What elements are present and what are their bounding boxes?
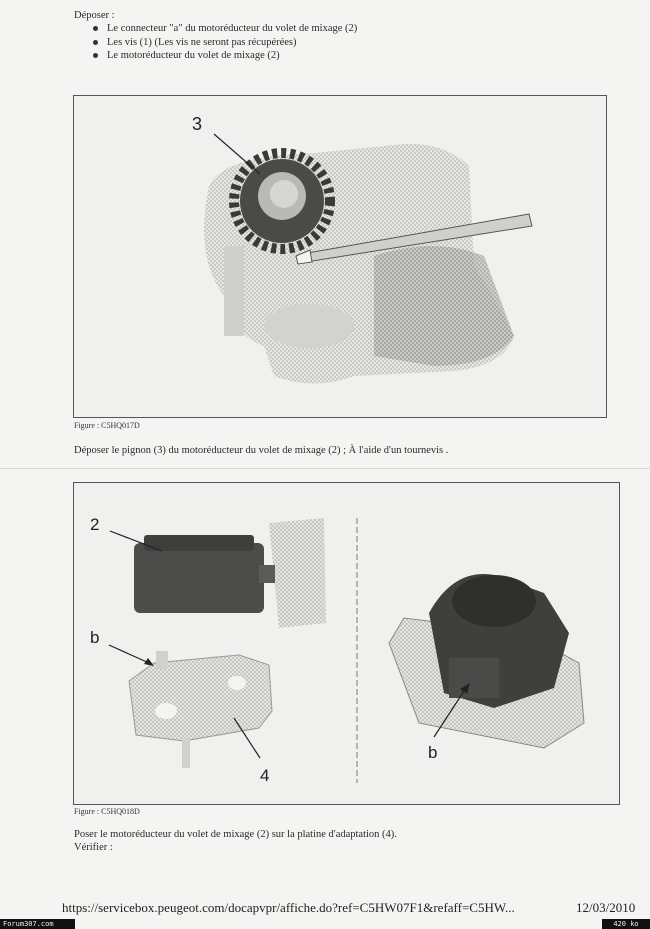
step-fit-motor: Poser le motoréducteur du volet de mixage (2) sur la platine d'adaptation (4).: [74, 829, 397, 840]
list-item: Les vis (1) (Les vis ne seront pas récupérées): [93, 36, 357, 50]
remove-list: [93, 22, 357, 63]
page-fold-line: [0, 468, 650, 469]
check-label: Vérifier :: [74, 842, 113, 853]
callout-4: 4: [260, 766, 270, 785]
callout-3: 3: [192, 114, 203, 134]
intro-label: Déposer :: [74, 10, 115, 21]
list-item: Le connecteur "a" du motoréducteur du volet de mixage (2): [93, 22, 357, 36]
figure-1-photo: [73, 95, 607, 418]
figure-2-photo: [73, 482, 620, 805]
motor-unit-left: [134, 518, 326, 628]
step-remove-pinion: Déposer le pignon (3) du motoréducteur du volet de mixage (2) ; À l'aide d'un tournevis .: [74, 445, 449, 456]
callout-b-left: b: [90, 628, 100, 647]
motor-unit-right: [389, 574, 584, 748]
callout-b-right: b: [428, 743, 438, 762]
list-item: Le motoréducteur du volet de mixage (2): [93, 49, 357, 63]
adaptation-plate: [129, 651, 272, 768]
figure-1-illustration: [74, 96, 606, 417]
source-url[interactable]: https://servicebox.peugeot.com/docapvpr/affiche.do?ref=C5HW07F1&refaff=C5HW...: [62, 900, 515, 915]
figure-2-caption: Figure : C5HQ018D: [74, 807, 140, 816]
figure-2-illustration: [74, 483, 619, 804]
print-date: 12/03/2010: [576, 900, 636, 915]
site-badge: Forum307.com: [0, 919, 75, 929]
figure-1-caption: Figure : C5HQ017D: [74, 421, 140, 430]
callout-2: 2: [90, 515, 100, 534]
file-size-badge: 420 ko: [602, 919, 650, 929]
